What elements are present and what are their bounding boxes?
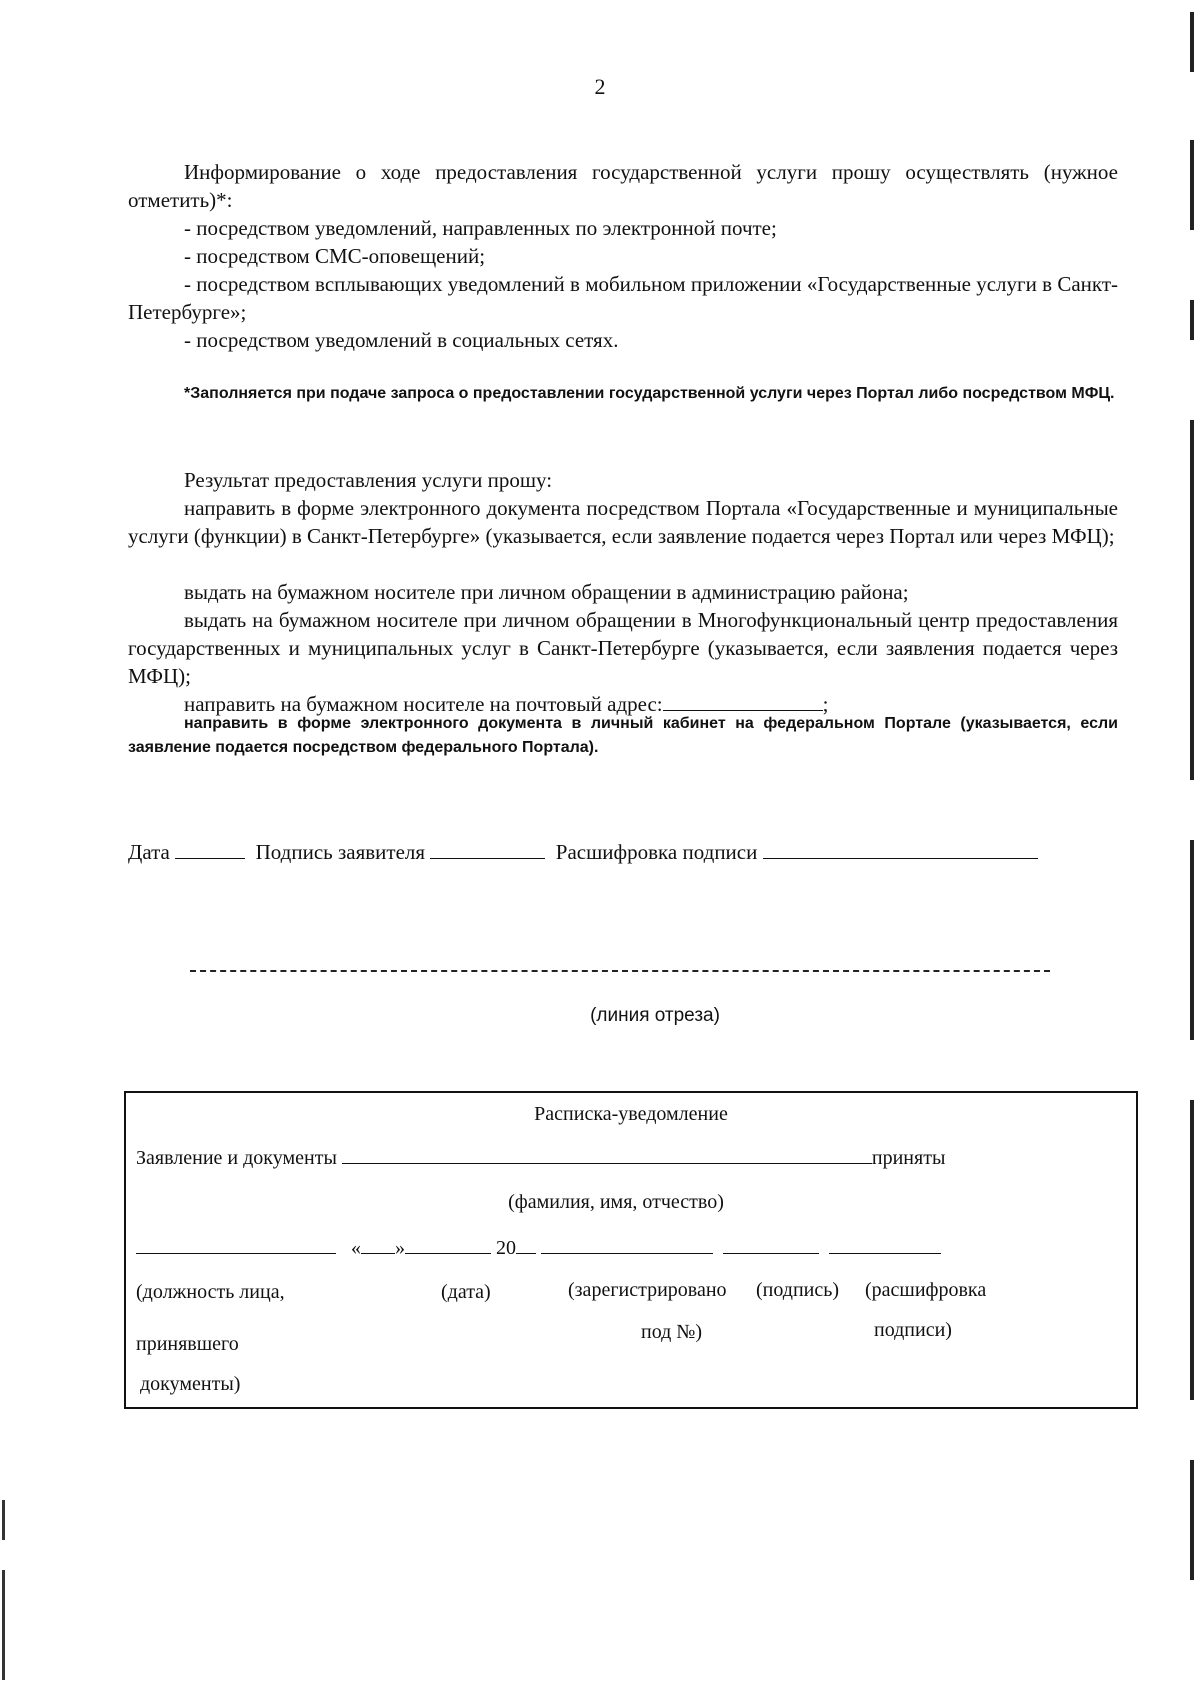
scan-edge-right <box>1190 0 1194 1696</box>
informing-option-email: - посредством уведомлений, направленных по электронной почте; <box>184 216 777 240</box>
date-label: Дата <box>128 840 170 864</box>
year-prefix: 20 <box>496 1237 516 1259</box>
quote-close: » <box>395 1237 405 1259</box>
receipt-decode-field[interactable] <box>829 1235 941 1254</box>
accepted-label: приняты <box>871 1147 946 1169</box>
informing-option-app: - посредством всплывающих уведомлений в мобильном приложении «Государственные услуги в Санкт-Петербурге»; <box>128 272 1118 324</box>
signature-field[interactable] <box>430 840 545 859</box>
result-option-paper-mfc: выдать на бумажном носителе при личном обращении в Многофункциональный центр предоставления государственных и муниципальных услуг в Санкт-Петербурге (указывается, если заявления подается через МФЦ); <box>128 608 1118 688</box>
result-intro: Результат предоставления услуги прошу: <box>184 468 553 492</box>
receipt-title: Расписка-уведомление <box>534 1103 728 1125</box>
receipt-docs-row <box>136 1145 945 1170</box>
col-position-line3: документы) <box>140 1373 241 1395</box>
col-position-line1: (должность лица, <box>136 1281 285 1303</box>
page-number: 2 <box>594 74 606 99</box>
col-registered-line1: (зарегистрировано <box>568 1279 727 1301</box>
col-registered-line2: под №) <box>641 1321 703 1343</box>
receipt-fields-row <box>136 1235 941 1260</box>
informing-option-social: - посредством уведомлений в социальных сетях. <box>184 328 619 352</box>
quote-open: « <box>351 1237 361 1259</box>
fio-caption: (фамилия, имя, отчество) <box>508 1191 724 1213</box>
scan-edge-left <box>2 1500 5 1690</box>
day-field[interactable] <box>361 1235 395 1254</box>
month-field[interactable] <box>405 1235 491 1254</box>
postal-suffix: ; <box>822 692 829 716</box>
receipt-signature-field[interactable] <box>723 1235 819 1254</box>
informing-footnote: *Заполняется при подаче запроса о предоставлении государственной услуги через Портал либо посредством МФЦ. <box>184 385 1115 402</box>
col-position-line2: принявшего <box>136 1333 239 1355</box>
registration-number-field[interactable] <box>541 1235 713 1254</box>
result-option-portal: направить в форме электронного документа посредством Портала «Государственные и муниципальные услуги (функции) в Санкт-Петербурге» (указывается, если заявление подается через Портал или через МФЦ); <box>128 496 1118 548</box>
decode-field[interactable] <box>763 840 1038 859</box>
cut-line-label: (линия отреза) <box>590 1005 720 1026</box>
informing-intro: Информирование о ходе предоставления государственной услуги прошу осуществлять (нужное отметить)*: <box>128 160 1118 212</box>
fio-field[interactable] <box>342 1145 872 1164</box>
cut-line <box>190 970 1050 972</box>
receipt-box <box>124 1091 1138 1409</box>
sign-label: Подпись заявителя <box>255 840 426 864</box>
signature-line <box>128 840 1038 865</box>
postal-label: направить на бумажном носителе на почтовый адрес: <box>184 692 663 716</box>
year-field[interactable] <box>516 1235 536 1254</box>
result-option-federal: направить в форме электронного документа в личный кабинет на федеральном Портале (указывается, если заявление подается посредством федерального Портала). <box>128 715 1118 756</box>
col-decode-line2: подписи) <box>874 1319 952 1341</box>
date-field[interactable] <box>175 840 245 859</box>
informing-option-sms: - посредством СМС-оповещений; <box>184 244 486 268</box>
col-sign: (подпись) <box>756 1279 840 1301</box>
decode-label: Расшифровка подписи <box>555 840 758 864</box>
result-option-paper-admin: выдать на бумажном носителе при личном обращении в администрацию района; <box>184 580 909 604</box>
docs-label: Заявление и документы <box>136 1147 337 1169</box>
postal-address-field[interactable] <box>663 692 823 711</box>
position-field[interactable] <box>136 1235 336 1254</box>
col-date: (дата) <box>441 1281 491 1303</box>
col-decode-line1: (расшифровка <box>865 1279 987 1301</box>
